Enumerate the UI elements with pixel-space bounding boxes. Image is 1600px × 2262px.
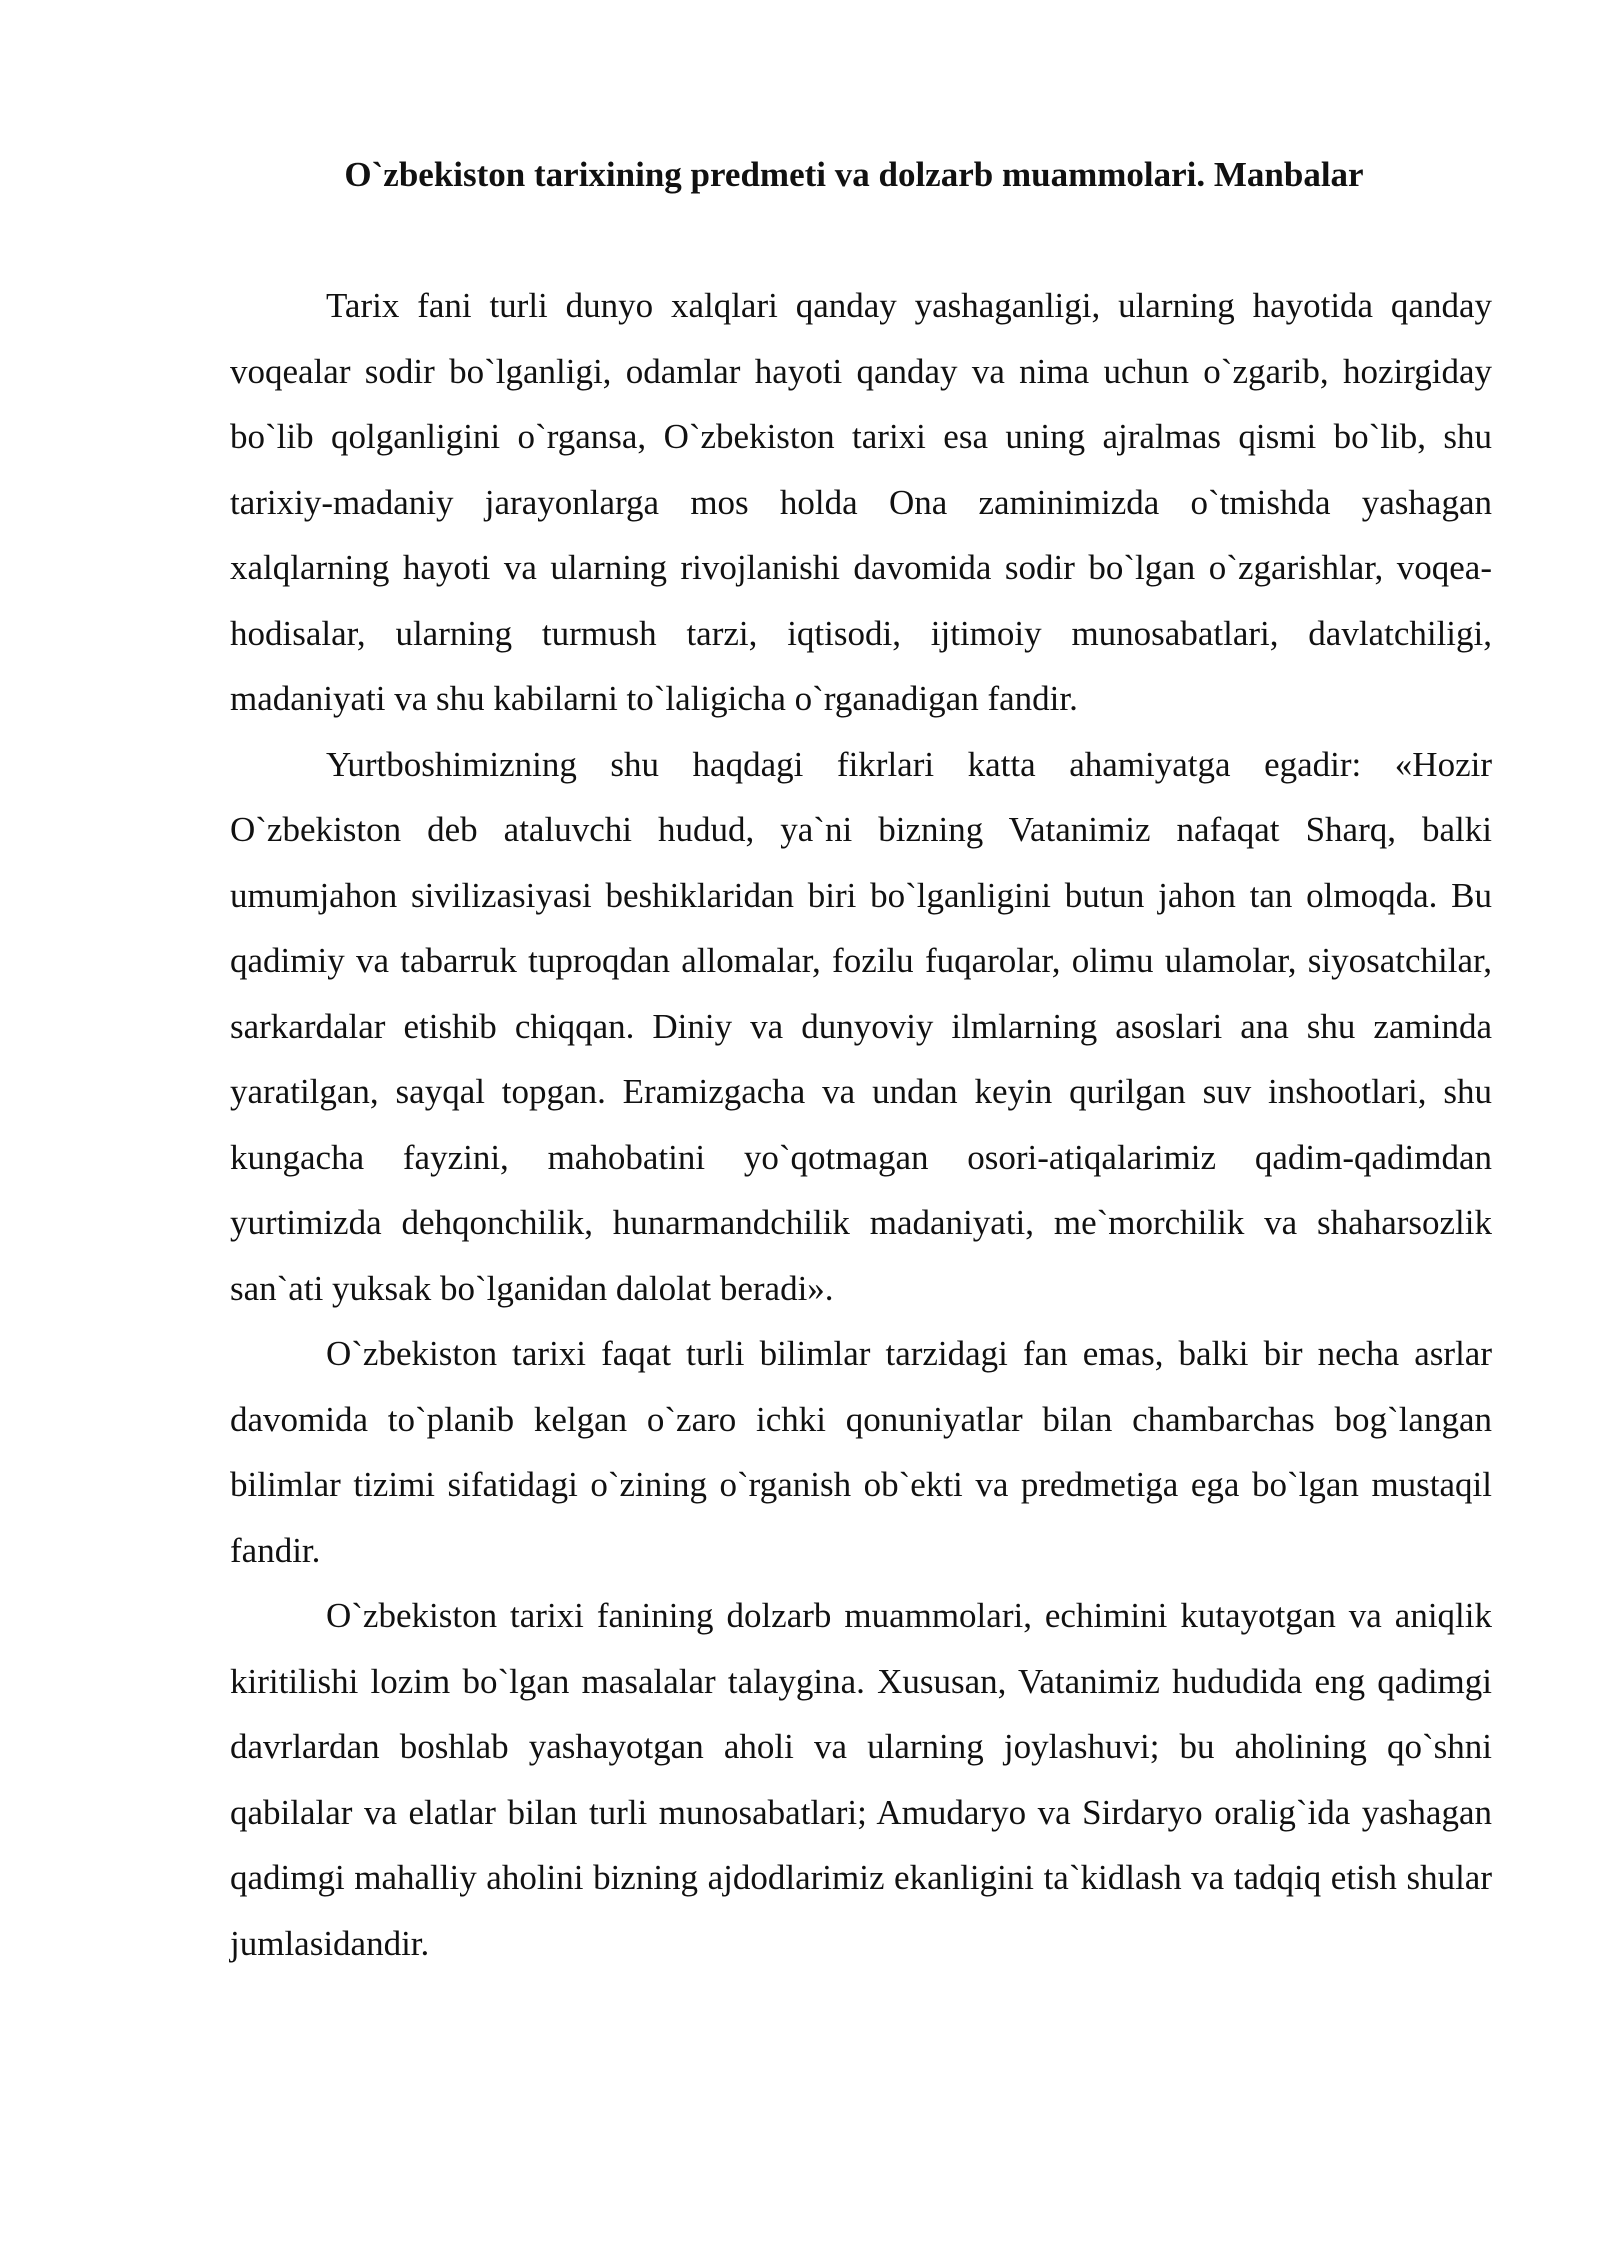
paragraph-history-subject: Tarix fani turli dunyo xalqlari qanday yashaganligi, ularning hayotida qanday voqealar sodir bo`lganligi, odamlar hayoti qanday va nima uchun o`zgarib, hozirgiday bo`lib qolganligini o`rgansa, O`zbekiston tarixi esa uning ajralmas qismi bo`lib, shu tarixiy-madaniy jarayonlarga mos holda Ona zaminimizda o`tmishda yashagan xalqlarning hayoti va ularning rivojlanishi davomida sodir bo`lgan o`zgarishlar, voqea-hodisalar, ularning turmush tarzi, iqtisodi, ijtimoiy munosabatlari, davlatchiligi, madaniyati va shu kabilarni to`laligicha o`rganadigan fandir.: [230, 286, 1492, 718]
document-title: O`zbekiston tarixining predmeti va dolzarb muammolari. Manbalar: [344, 155, 1364, 194]
paragraph-president-quote: Yurtboshimizning shu haqdagi fikrlari katta ahamiyatga egadir: «Hozir O`zbekiston deb ataluvchi hudud, ya`ni bizning Vatanimiz nafaqat Sharq, balki umumjahon sivilizasiyasi beshiklaridan biri bo`lganligini butun jahon tan olmoqda. Bu qadimiy va tabarruk tuproqdan allomalar, fozilu fuqarolar, olimu ulamolar, siyosatchilar, sarkardalar etishib chiqqan. Diniy va dunyoviy ilmlarning asoslari ana shu zaminda yaratilgan, sayqal topgan. Eramizgacha va undan keyin qurilgan suv inshootlari, shu kungacha fayzini, mahobatini yo`qotmagan osori-atiqalarimiz qadim-qadimdan yurtimizda dehqonchilik, hunarmandchilik madaniyati, me`morchilik va shaharsozlik san`ati yuksak bo`lganidan dalolat beradi».: [230, 744, 1492, 1308]
paragraph-independent-science: O`zbekiston tarixi faqat turli bilimlar tarzidagi fan emas, balki bir necha asrlar davomida to`planib kelgan o`zaro ichki qonuniyatlar bilan chambarchas bog`langan bilimlar tizimi sifatidagi o`zining o`rganish ob`ekti va predmetiga ega bo`lgan mustaqil fandir.: [230, 1334, 1492, 1570]
paragraph-current-problems: O`zbekiston tarixi fanining dolzarb muammolari, echimini kutayotgan va aniqlik kiritilishi lozim bo`lgan masalalar talaygina. Xususan, Vatanimiz hududida eng qadimgi davrlardan boshlab yashayotgan aholi va ularning joylashuvi; bu aholining qo`shni qabilalar va elatlar bilan turli munosabatlari; Amudaryo va Sirdaryo oralig`ida yashagan qadimgi mahalliy aholini bizning ajdodlarimiz ekanligini ta`kidlash va tadqiq etish shular jumlasidandir.: [230, 1596, 1492, 1963]
document-body: [230, 273, 1492, 1976]
